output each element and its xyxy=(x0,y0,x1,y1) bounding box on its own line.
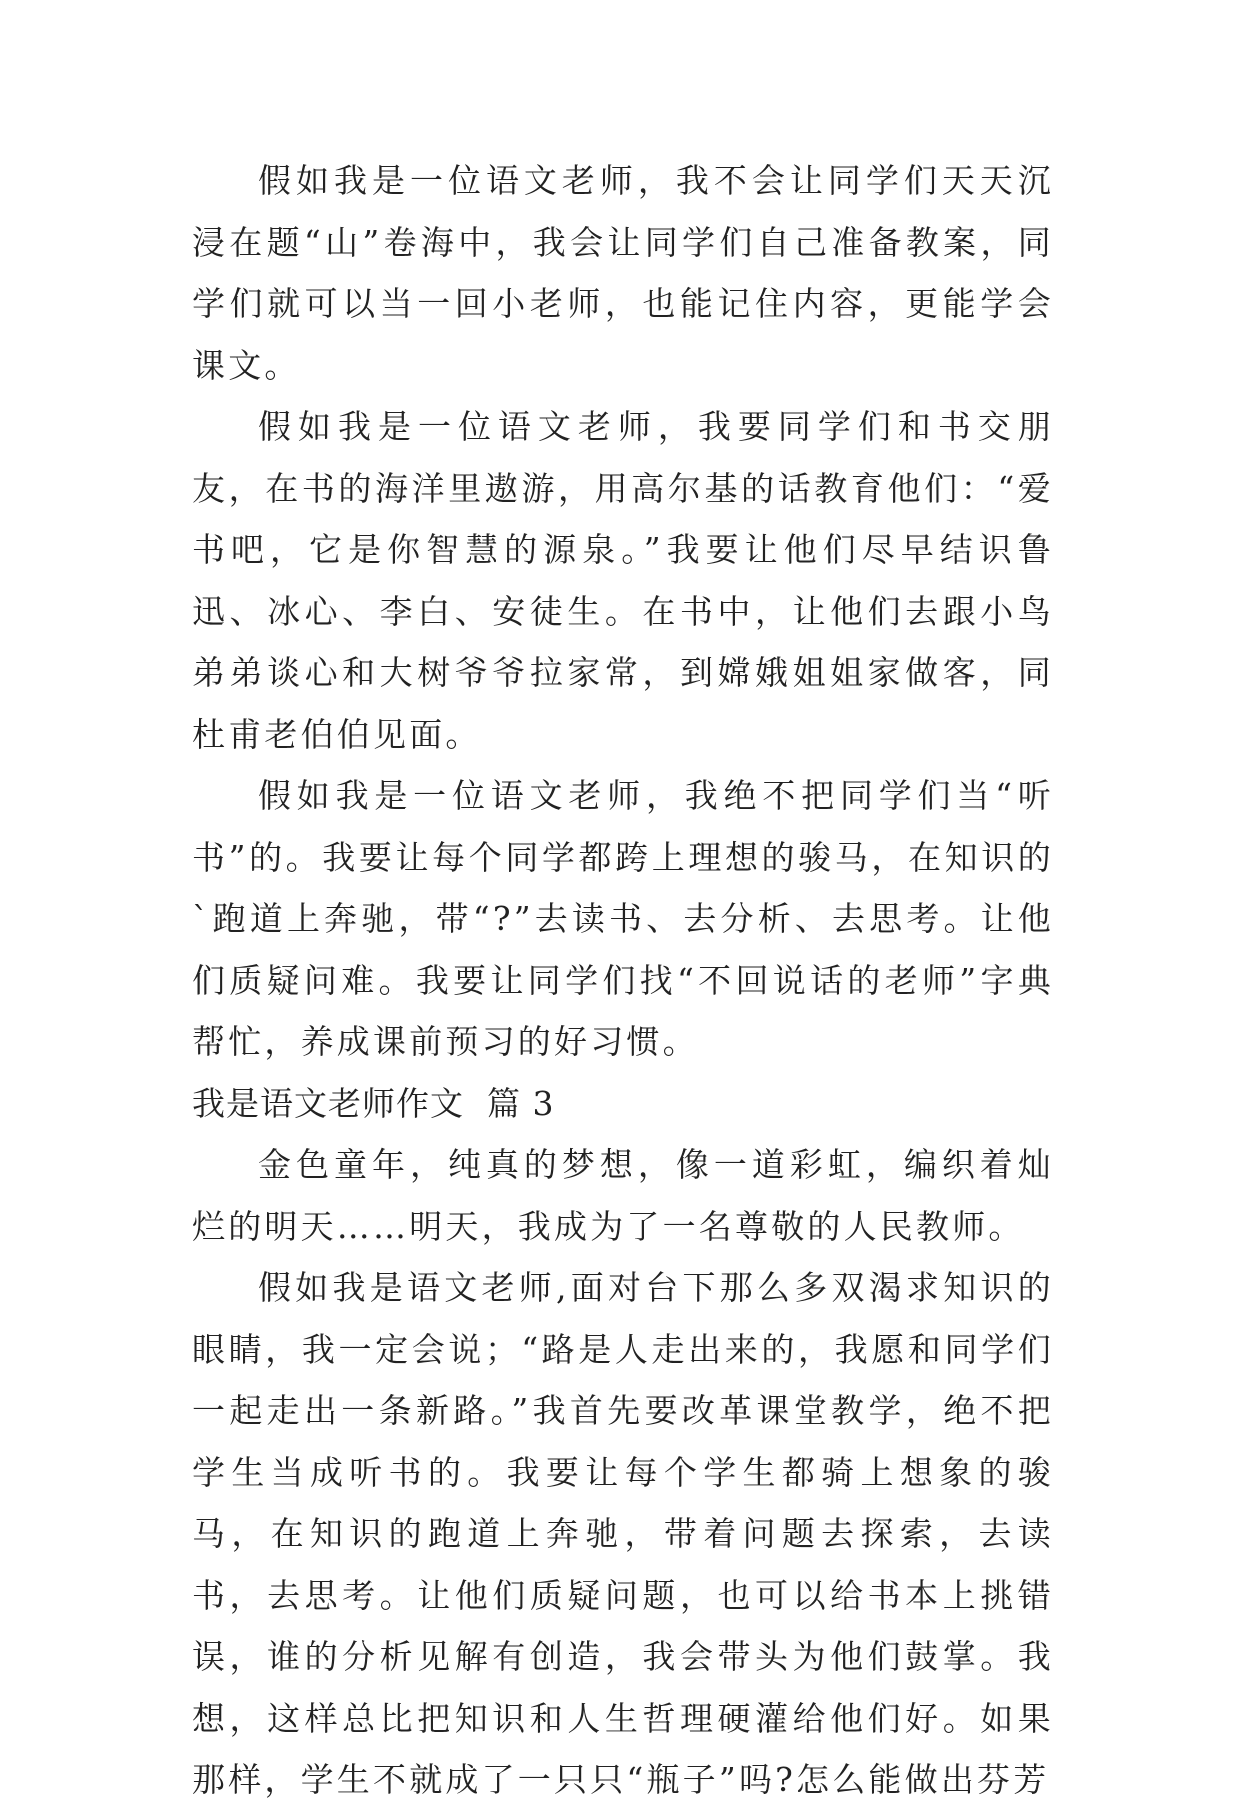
section-heading: 我是语文老师作文 篇 3 xyxy=(192,1083,555,1123)
paragraph-5: 假如我是语文老师,面对台下那么多双渴求知识的眼睛，我一定会说；“路是人走出来的，我愿和同学们一起走出一条新路。”我首先要改革课堂教学，绝不把学生当成听书的。我要让每个学生都骑上想象的骏马，在知识的跑道上奔驰，带着问题去探索，去读书，去思考。让他们质疑问题，也可以给书本上挑错误，谁的分析见解有创造，我会带头为他们鼓掌。我想，这样总比把知识和人生哲理硬灌给他们好。如果那样，学生不就成了一只只“瓶子”吗?怎么能做出芬芳 xyxy=(192,1268,1054,1799)
document-page xyxy=(192,150,1054,1811)
paragraph-1: 假如我是一位语文老师，我不会让同学们天天沉浸在题“山”卷海中，我会让同学们自己准备教案，同学们就可以当一回小老师，也能记住内容，更能学会课文。 xyxy=(192,161,1054,385)
paragraph-3: 假如我是一位语文老师，我绝不把同学们当“听书”的。我要让每个同学都跨上理想的骏马，在知识的`跑道上奔驰，带“?”去读书、去分析、去思考。让他们质疑问难。我要让同学们找“不回说话的老师”字典帮忙，养成课前预习的好习惯。 xyxy=(192,776,1054,1061)
paragraph-4: 金色童年，纯真的梦想，像一道彩虹，编织着灿烂的明天……明天，我成为了一名尊敬的人民教师。 xyxy=(192,1145,1054,1246)
paragraph-2: 假如我是一位语文老师，我要同学们和书交朋友，在书的海洋里遨游，用高尔基的话教育他们：“爱书吧，它是你智慧的源泉。”我要让他们尽早结识鲁迅、冰心、李白、安徒生。在书中，让他们去跟小鸟弟弟谈心和大树爷爷拉家常，到嫦娥姐姐家做客，同杜甫老伯伯见面。 xyxy=(192,407,1054,754)
